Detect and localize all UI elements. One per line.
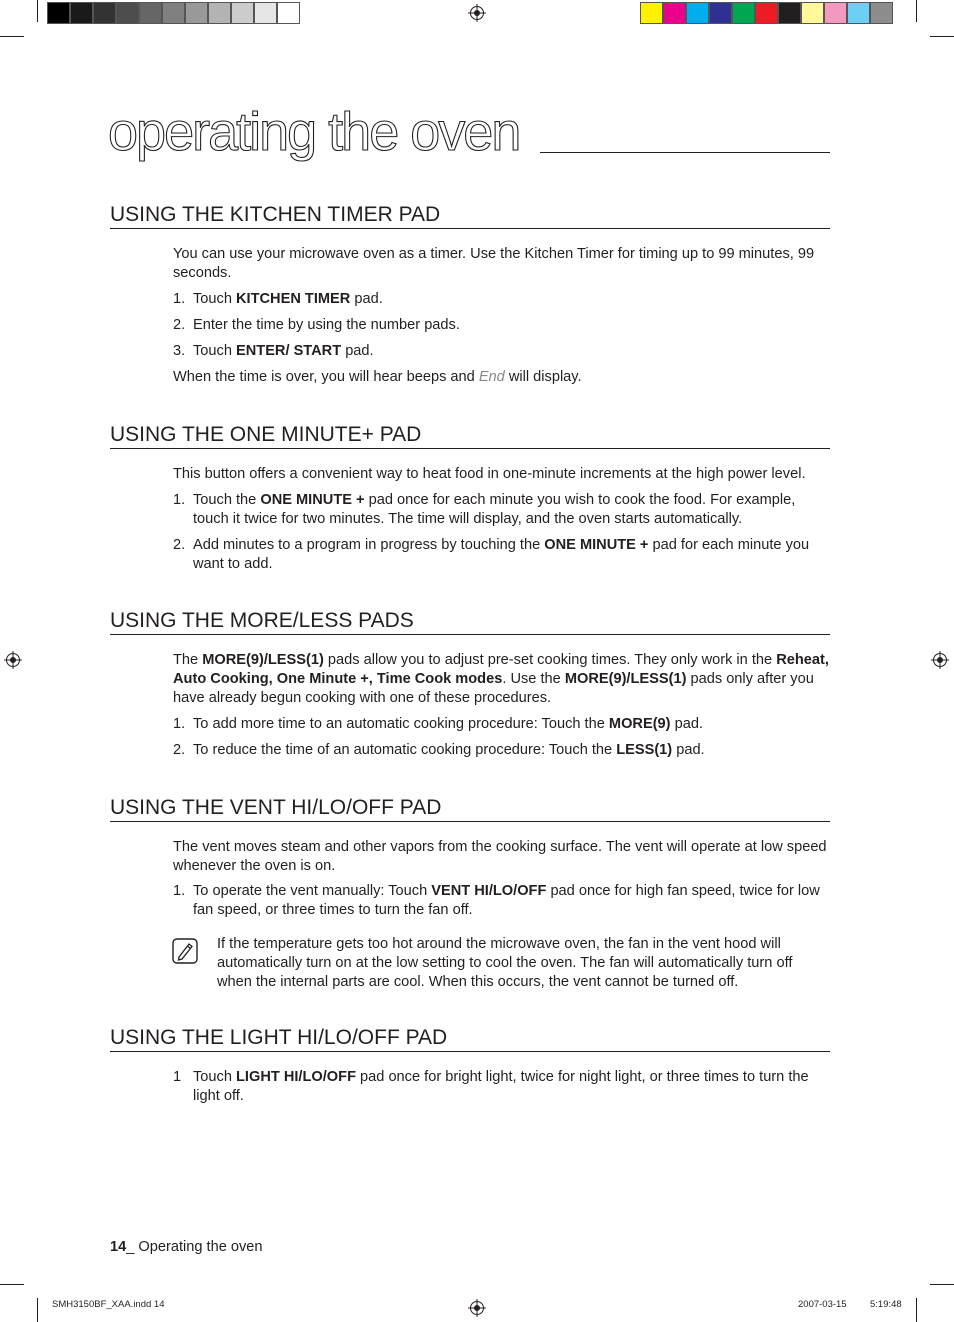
gray-swatch (47, 2, 70, 24)
crop-mark (0, 1284, 24, 1285)
footer-label: _ Operating the oven (126, 1239, 263, 1255)
color-swatch (870, 2, 893, 24)
gray-swatch-bar (47, 2, 300, 24)
section-heading-light: USING THE LIGHT HI/LO/OFF PAD (110, 1025, 830, 1052)
page-number: 14 (110, 1239, 127, 1255)
gray-swatch (277, 2, 300, 24)
slug-date: 2007-03-15 (798, 1299, 847, 1310)
step-number: 1. (173, 883, 186, 899)
section-heading-one-minute: USING THE ONE MINUTE+ PAD (110, 422, 830, 449)
vent-note: If the temperature gets too hot around the microwave oven, the fan in the vent hood will automatically turn on at the low setting to cool the oven. The fan will automatically turn off when the internal parts are cool. When this occurs, the vent cannot be turned off. (217, 936, 793, 990)
crop-mark (930, 36, 954, 37)
section-heading-more-less: USING THE MORE/LESS PADS (110, 608, 830, 635)
pad-name: ONE MINUTE + (544, 537, 649, 553)
color-swatch (732, 2, 755, 24)
registration-mark-icon (4, 651, 22, 669)
pad-name: LIGHT HI/LO/OFF (236, 1069, 356, 1085)
step-number: 2. (173, 537, 186, 553)
slug-time: 5:19:48 (870, 1299, 902, 1310)
pad-name: LESS(1) (616, 742, 673, 758)
crop-mark (0, 36, 24, 37)
section-heading-kitchen-timer: USING THE KITCHEN TIMER PAD (110, 202, 830, 229)
gray-swatch (70, 2, 93, 24)
timer-outro: When the time is over, you will hear beeps and End will display. (173, 369, 582, 385)
step-number: 1. (173, 291, 186, 307)
page-title: operating the oven (108, 102, 520, 162)
gray-swatch (208, 2, 231, 24)
color-swatch-bar (640, 2, 893, 24)
pad-name: KITCHEN TIMER (236, 291, 351, 307)
display-text: End (478, 369, 505, 385)
color-swatch (755, 2, 778, 24)
timer-intro: You can use your microwave oven as a timer. Use the Kitchen Timer for timing up to 99 minutes, 99 seconds. (173, 246, 815, 281)
gray-swatch (231, 2, 254, 24)
pad-name: MORE(9) (608, 716, 671, 732)
step-number: 1 (173, 1069, 182, 1085)
title-rule (540, 152, 830, 153)
step-number: 2. (173, 742, 186, 758)
registration-mark-icon (468, 1299, 486, 1317)
crop-mark (37, 1298, 38, 1322)
color-swatch (824, 2, 847, 24)
gray-swatch (93, 2, 116, 24)
vent-intro: The vent moves steam and other vapors from the cooking surface. The vent will operate at low speed whenever the oven is on. (173, 839, 827, 874)
registration-mark-icon (468, 4, 486, 22)
crop-mark (37, 0, 38, 22)
registration-mark-icon (931, 651, 949, 669)
color-swatch (801, 2, 824, 24)
color-swatch (709, 2, 732, 24)
color-swatch (778, 2, 801, 24)
step-number: 1. (173, 716, 186, 732)
more-less-intro: The MORE(9)/LESS(1) pads allow you to adjust pre-set cooking times. They only work in the Reheat, Auto Cooking, One Minute +, Time Cook modes. Use the MORE(9)/LESS(1) pads only after you have already begun cooking with one of these procedures. (173, 652, 829, 706)
crop-mark (930, 1284, 954, 1285)
section-heading-vent: USING THE VENT HI/LO/OFF PAD (110, 795, 830, 822)
step-number: 1. (173, 492, 186, 508)
slug-filename: SMH3150BF_XAA.indd 14 (52, 1299, 165, 1310)
color-swatch (663, 2, 686, 24)
pad-name: VENT HI/LO/OFF (431, 883, 547, 899)
color-swatch (640, 2, 663, 24)
color-swatch (847, 2, 870, 24)
step-number: 2. (173, 317, 186, 333)
gray-swatch (139, 2, 162, 24)
note-icon (172, 938, 198, 964)
crop-mark (916, 1298, 917, 1322)
step-number: 3. (173, 343, 186, 359)
gray-swatch (185, 2, 208, 24)
gray-swatch (116, 2, 139, 24)
gray-swatch (162, 2, 185, 24)
pad-name: ONE MINUTE + (260, 492, 365, 508)
pad-name: ENTER/ START (236, 343, 342, 359)
gray-swatch (254, 2, 277, 24)
one-minute-intro: This button offers a convenient way to heat food in one-minute increments at the high power level. (173, 466, 806, 482)
color-swatch (686, 2, 709, 24)
page-footer (110, 1239, 263, 1255)
crop-mark (916, 0, 917, 22)
